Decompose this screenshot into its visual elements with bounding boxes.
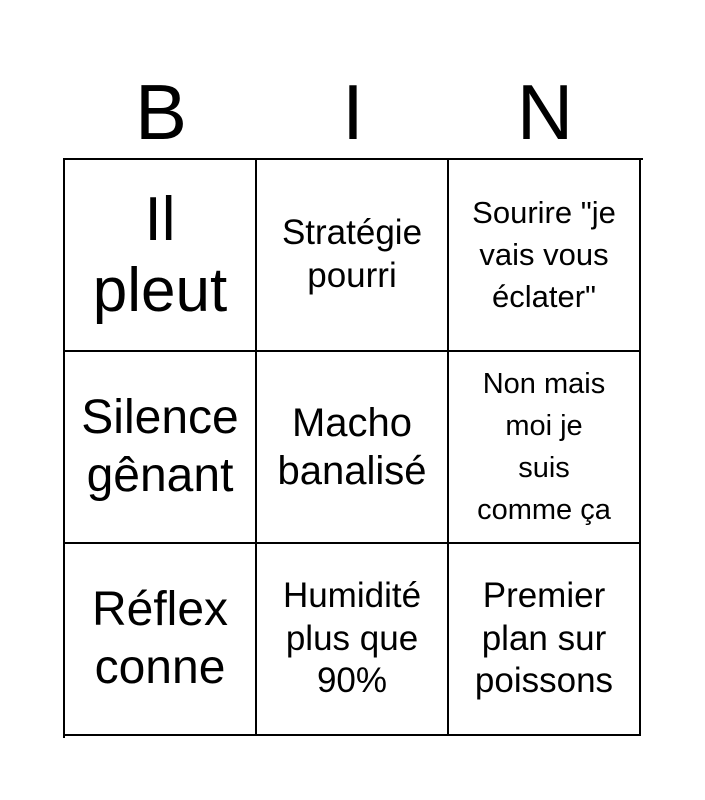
bingo-cell-label: Macho banalisé: [277, 401, 427, 493]
bingo-cell-label: Silence gênant: [81, 391, 239, 502]
bingo-card-grid: [63, 158, 643, 738]
bingo-cell-label: Réflex conne: [91, 583, 229, 694]
bingo-cell-r1c3[interactable]: [449, 160, 641, 352]
bingo-cell-r2c2[interactable]: [257, 352, 449, 544]
bingo-cell-label: Non mais moi je suis comme ça: [477, 367, 611, 527]
bingo-cell-r3c1[interactable]: [65, 544, 257, 736]
bingo-cell-r2c1[interactable]: [65, 352, 257, 544]
bingo-cell-r3c2[interactable]: [257, 544, 449, 736]
bingo-cell-r3c3[interactable]: [449, 544, 641, 736]
header-letter-i: I: [342, 68, 364, 156]
bingo-cell-r1c2[interactable]: [257, 160, 449, 352]
bingo-cell-r2c3[interactable]: [449, 352, 641, 544]
bingo-cell-label: Humidité plus que 90%: [282, 575, 422, 701]
bingo-cell-label: Premier plan sur poissons: [474, 575, 614, 701]
bingo-cell-r1c1[interactable]: [65, 160, 257, 352]
bingo-cell-label: Sourire "je vais vous éclater": [472, 195, 616, 314]
header-letter-b: B: [134, 68, 188, 156]
bingo-cell-label: Stratégie pourri: [281, 213, 423, 295]
bingo-header: [65, 70, 641, 154]
bingo-cell-label: Il pleut: [92, 184, 228, 325]
header-letter-n: N: [516, 68, 574, 156]
